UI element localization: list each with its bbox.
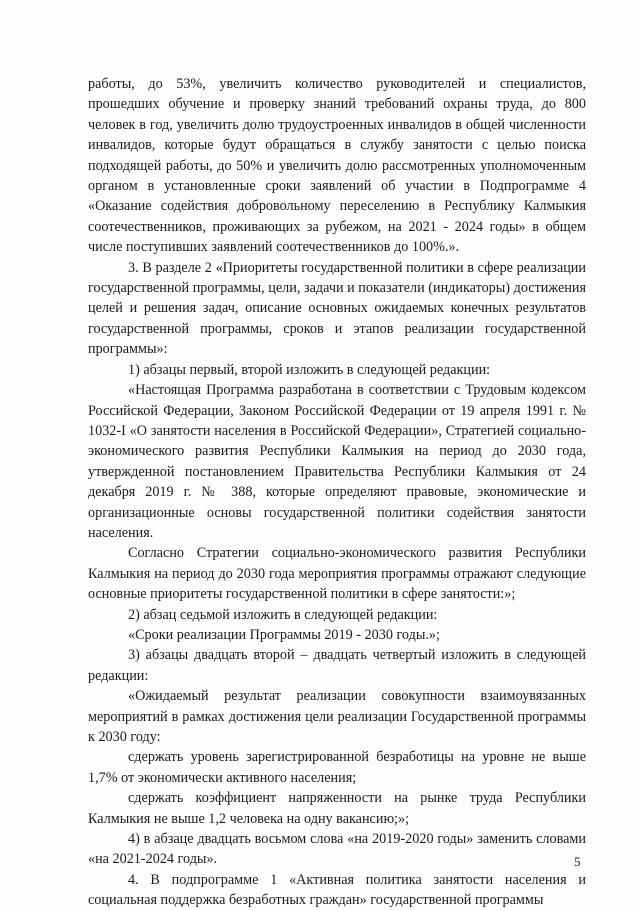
paragraph-8: 3) абзацы двадцать второй – двадцать четвертый изложить в следующей редакции: bbox=[88, 647, 586, 684]
page-number: 5 bbox=[574, 854, 581, 869]
paragraph-11: сдержать коэффициент напряженности на рынке труда Республики Калмыкия не выше 1,2 человека на одну вакансию;»; bbox=[88, 790, 586, 827]
paragraph-2: 3. В разделе 2 «Приоритеты государственной политики в сфере реализации государственной программы, цели, задачи и показатели (индикаторы) достижения целей и решения задач, описание основных ожидаемых конечных результатов государственной программы, сроков и этапов реализации государственной программы»: bbox=[88, 259, 586, 358]
document-body bbox=[88, 74, 586, 911]
paragraph-9: «Ожидаемый результат реализации совокупности взаимоувязанных мероприятий в рамках достижения цели реализации Государственной программы к 2030 году: bbox=[88, 688, 586, 745]
paragraph-1: работы, до 53%, увеличить количество руководителей и специалистов, прошедших обучение и проверку знаний требований охраны труда, до 800 человек в год, увеличить долю трудоустроенных инвалидов в общей численности инвалидов, которые будут обращаться в службу занятости с целью поиска подходящей работы, до 50% и увеличить долю рассмотренных уполномоченным органом в установленные сроки заявлений об участии в Подпрограмме 4 «Оказание содействия добровольному переселению в Республику Калмыкия соотечественников, проживающих за рубежом, на 2021 - 2024 годы» в общем числе поступивших заявлений соотечественников до 100%.». bbox=[88, 76, 586, 256]
paragraph-10: сдержать уровень зарегистрированной безработицы на уровне не выше 1,7% от экономически активного населения; bbox=[88, 749, 586, 786]
paragraph-5: Согласно Стратегии социально-экономического развития Республики Калмыкия на период до 2030 года мероприятия программы отражают следующие основные приоритеты государственной политики в сфере занятости:»; bbox=[88, 545, 586, 603]
paragraph-3: 1) абзацы первый, второй изложить в следующей редакции: bbox=[128, 361, 491, 378]
paragraph-6: 2) абзац седьмой изложить в следующей редакции: bbox=[128, 606, 438, 623]
paragraph-7: «Сроки реализации Программы 2019 - 2030 годы.»; bbox=[128, 626, 440, 643]
paragraph-12: 4) в абзаце двадцать восьмом слова «на 2019-2020 годы» заменить словами «на 2021-2024 годы». bbox=[88, 831, 586, 868]
paragraph-4: «Настоящая Программа разработана в соответствии с Трудовым кодексом Российской Федерации, Законом Российской Федерации от 19 апреля 1991 г. № 1032-I «О занятости населения в Российской Федерации», Стратегией социально-экономического развития Республики Калмыкия на период до 2030 года, утвержденной постановлением Правительства Республики Калмыкия от 24 декабря 2019 г. № 388, которые определяют правовые, экономические и организационные основы государственной политики содействия занятости населения. bbox=[88, 382, 586, 541]
paragraph-13: 4. В подпрограмме 1 «Активная политика занятости населения и социальная поддержка безработных граждан» государственной программы bbox=[88, 871, 586, 909]
